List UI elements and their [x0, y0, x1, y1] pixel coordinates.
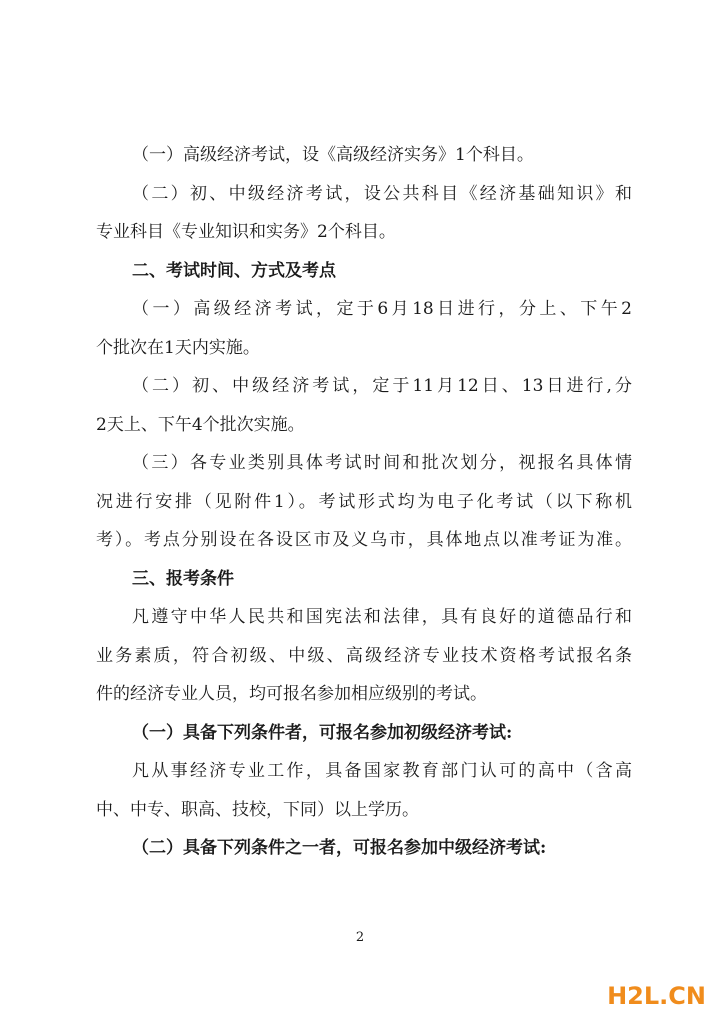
paragraph-line: 件的经济专业人员，均可报名参加相应级别的考试。	[96, 684, 487, 704]
document-body	[96, 136, 632, 868]
subsection-heading: （一）具备下列条件者，可报名参加初级经济考试:	[132, 722, 513, 743]
paragraph-line: 2天上、下午4个批次实施。	[96, 414, 305, 435]
paragraph-line: 中、中专、职高、技校，下同）以上学历。	[96, 799, 419, 820]
paragraph-line: 凡从事经济专业工作，具备国家教育部门认可的高中（含高	[132, 761, 632, 781]
paragraph-line: （二）初、中级经济考试，设公共科目《经济基础知识》和	[132, 183, 632, 204]
section-heading: 二、考试时间、方式及考点	[132, 260, 336, 281]
paragraph-line: 专业科目《专业知识和实务》2个科目。	[96, 222, 396, 242]
paragraph-line: 凡遵守中华人民共和国宪法和法律，具有良好的道德品行和	[132, 607, 632, 627]
paragraph-line: （一）高级经济考试，设《高级经济实务》1个科目。	[132, 145, 534, 165]
subsection-heading: （二）具备下列条件之一者，可报名参加中级经济考试:	[132, 838, 547, 858]
paragraph-line: 业务素质，符合初级、中级、高级经济专业技术资格考试报名条	[96, 645, 632, 666]
paragraph-line: 况进行安排（见附件1）。考试形式均为电子化考试（以下称机	[96, 491, 632, 512]
paragraph-line: （二）初、中级经济考试，定于11月12日、13日进行,分	[132, 376, 632, 396]
paragraph-line: 个批次在1天内实施。	[96, 337, 260, 358]
paragraph-line: （一）高级经济考试，定于6月18日进行，分上、下午2	[132, 299, 632, 319]
page-number: 2	[355, 930, 365, 945]
site-watermark-logo: H2L.CN	[607, 982, 706, 1010]
paragraph-line: （三）各专业类别具体考试时间和批次划分，视报名具体情	[132, 453, 632, 473]
section-heading: 三、报考条件	[132, 568, 234, 589]
paragraph-line: 考）。考点分别设在各设区市及义乌市，具体地点以准考证为准。	[96, 530, 632, 550]
